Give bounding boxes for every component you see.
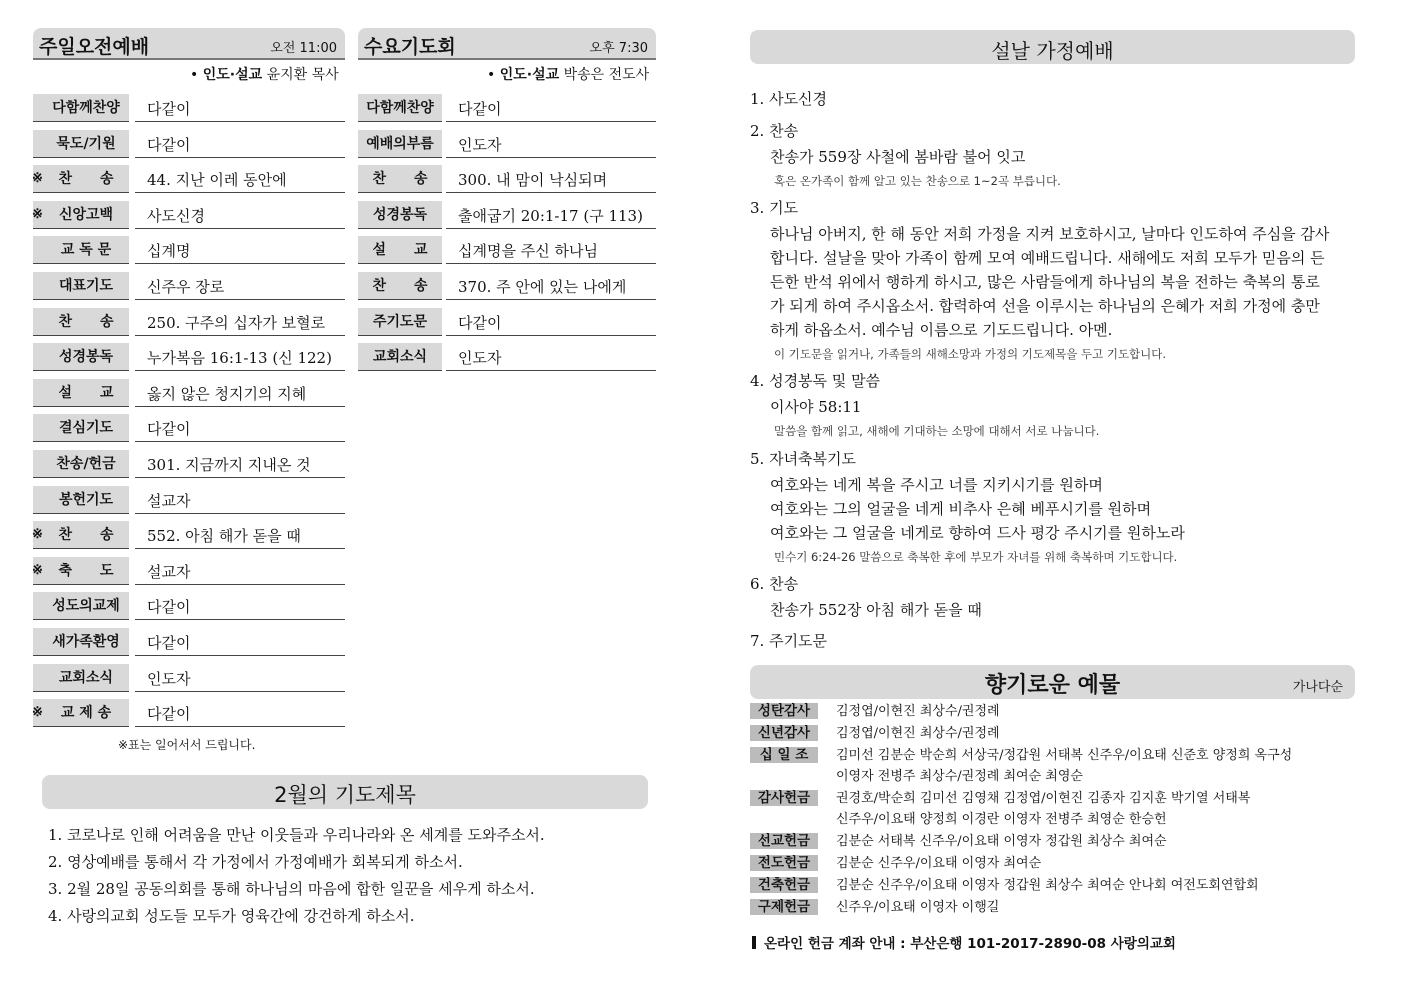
offering-category: 구제헌금 — [750, 899, 818, 915]
standing-mark: ※ — [32, 562, 43, 578]
sunday-order-row — [33, 557, 345, 585]
prayer-topic-item: 2. 영상예배를 통해서 각 가정에서 가정예배가 회복되게 하소서. — [48, 853, 463, 871]
offering-category: 건축헌금 — [750, 877, 818, 893]
offering-names — [836, 831, 1356, 852]
order-label: 교 제 송 — [33, 699, 129, 727]
standing-mark: ※ — [32, 527, 43, 543]
wednesday-leader-label: 인도·설교 — [499, 67, 560, 83]
order-value: 옳지 않은 청지기의 지혜 — [135, 379, 345, 407]
offering-category: 십 일 조 — [750, 747, 818, 763]
order-value: 다같이 — [446, 94, 656, 122]
wednesday-order-row — [358, 165, 656, 193]
offerings-title: 향기로운 예물 — [984, 673, 1121, 698]
wednesday-order-row — [358, 130, 656, 158]
offering-names-line: 신주우/이요태 양정희 이경란 이영자 전병주 최영순 한승헌 — [836, 812, 1167, 827]
order-value: 다같이 — [446, 308, 656, 336]
order-value: 44. 지난 이레 동안에 — [135, 165, 345, 193]
offering-category: 성탄감사 — [750, 703, 818, 719]
order-label: 축 도 — [33, 557, 129, 585]
prayer-topic-item: 4. 사랑의교회 성도들 모두가 영육간에 강건하게 하소서. — [48, 907, 415, 925]
step-guidance: 말씀을 함께 읽고, 새해에 기대하는 소망에 대해서 서로 나눕니다. — [774, 424, 1100, 438]
wednesday-order-row — [358, 94, 656, 122]
offerings-header — [750, 665, 1355, 699]
offering-row — [750, 897, 1350, 918]
standing-mark: ※ — [32, 705, 43, 721]
step-heading: 5. 자녀축복기도 — [750, 450, 857, 468]
order-label: 주기도문 — [358, 308, 442, 336]
family-worship-title: 설날 가정예배 — [991, 39, 1114, 63]
offering-row — [750, 745, 1350, 787]
sunday-order-row — [33, 486, 345, 514]
offering-names — [836, 745, 1356, 787]
offering-names-line: 신주우/이요태 이영자 이행길 — [836, 900, 1000, 915]
offering-category: 전도헌금 — [750, 855, 818, 871]
step-body-line: 이사야 58:11 — [770, 398, 862, 416]
offering-category: 감사헌금 — [750, 790, 818, 806]
offering-row — [750, 853, 1350, 874]
online-offering-text: 온라인 헌금 계좌 안내 : 부산은행 101-2017-2890-08 사랑의교회 — [764, 936, 1176, 952]
offering-names-line: 김분순 신주우/이요태 이영자 최여순 — [836, 856, 1042, 871]
order-value: 출애굽기 20:1-17 (구 113) — [446, 201, 656, 229]
order-value: 250. 구주의 십자가 보혈로 — [135, 308, 345, 336]
order-value: 다같이 — [135, 699, 345, 727]
offering-names — [836, 723, 1356, 744]
order-value: 설교자 — [135, 557, 345, 585]
order-value: 다같이 — [135, 130, 345, 158]
sunday-order-row — [33, 414, 345, 442]
order-value: 다같이 — [135, 628, 345, 656]
offering-row — [750, 875, 1350, 896]
family-worship-step — [750, 120, 1355, 189]
family-worship-header — [750, 30, 1355, 64]
offering-names — [836, 897, 1356, 918]
order-label: 신앙고백 — [33, 201, 129, 229]
order-value: 설교자 — [135, 486, 345, 514]
step-body-line: 여호와는 네게 복을 주시고 너를 지키시기를 원하며 — [770, 476, 1103, 494]
prayer-topics-title: 2월의 기도제목 — [274, 783, 416, 807]
order-value: 인도자 — [135, 664, 345, 692]
sunday-order-row — [33, 308, 345, 336]
order-value: 다같이 — [135, 94, 345, 122]
wednesday-title: 수요기도회 — [364, 36, 456, 58]
order-label: 찬 송 — [358, 272, 442, 300]
offering-names — [836, 853, 1356, 874]
offering-names-line: 김분순 신주우/이요태 이영자 정갑원 최상수 최여순 안나회 여전도회연합회 — [836, 878, 1259, 893]
step-body-line: 하나님 아버지, 한 해 동안 저희 가정을 지켜 보호하시고, 날마다 인도하여 주심을 감사 — [770, 225, 1330, 243]
offering-names — [836, 701, 1356, 722]
prayer-topic-item: 3. 2월 28일 공동의회를 통해 하나님의 마음에 합한 일꾼을 세우게 하소서. — [48, 880, 535, 898]
order-label: 설 교 — [33, 379, 129, 407]
sunday-order-row — [33, 236, 345, 264]
order-label: 교회소식 — [358, 343, 442, 371]
family-worship-step — [750, 630, 1355, 651]
sunday-header — [33, 28, 345, 60]
order-label: 찬 송 — [33, 165, 129, 193]
sunday-order-row — [33, 94, 345, 122]
offering-category: 선교헌금 — [750, 833, 818, 849]
order-label: 성경봉독 — [33, 343, 129, 371]
step-body-line: 찬송가 559장 사철에 봄바람 불어 잇고 — [770, 148, 1026, 166]
order-value: 십계명을 주신 하나님 — [446, 236, 656, 264]
sunday-order-row — [33, 201, 345, 229]
order-label: 대표기도 — [33, 272, 129, 300]
order-value: 인도자 — [446, 343, 656, 371]
order-label: 다함께찬양 — [358, 94, 442, 122]
step-guidance: 혹은 온가족이 함께 알고 있는 찬송으로 1~2곡 부릅니다. — [774, 174, 1061, 188]
offering-names — [836, 788, 1356, 830]
sunday-order-row — [33, 521, 345, 549]
step-heading: 6. 찬송 — [750, 575, 799, 593]
order-label: 찬 송 — [358, 165, 442, 193]
wednesday-leader: • 인도·설교 박송은 전도사 — [487, 67, 650, 83]
order-label: 찬 송 — [33, 521, 129, 549]
order-label: 찬 송 — [33, 308, 129, 336]
offering-category: 신년감사 — [750, 725, 818, 741]
wednesday-leader-name: 박송은 전도사 — [563, 67, 650, 83]
step-guidance: 이 기도문을 읽거나, 가족들의 새해소망과 가정의 기도제목을 두고 기도합니다. — [774, 347, 1167, 361]
order-label: 교회소식 — [33, 664, 129, 692]
order-label: 설 교 — [358, 236, 442, 264]
sunday-leader-name: 윤지환 목사 — [266, 67, 339, 83]
order-value: 인도자 — [446, 130, 656, 158]
sunday-order-row — [33, 664, 345, 692]
order-label: 새가족환영 — [33, 628, 129, 656]
order-value: 다같이 — [135, 592, 345, 620]
wednesday-order-row — [358, 343, 656, 371]
offering-names-line: 권경호/박순희 김미선 김영채 김정엽/이현진 김종자 김지훈 박기열 서태복 — [836, 791, 1251, 806]
offering-row — [750, 701, 1350, 722]
step-heading: 3. 기도 — [750, 199, 799, 217]
order-value: 누가복음 16:1-13 (신 122) — [135, 343, 345, 371]
sunday-order-row — [33, 343, 345, 371]
family-worship-step — [750, 573, 1355, 622]
sunday-leader-label: 인도·설교 — [202, 67, 263, 83]
step-body-line: 합니다. 설날을 맞아 가족이 함께 모여 예배드립니다. 새해에도 저희 모두가 믿음의 든 — [770, 249, 1325, 267]
order-value: 신주우 장로 — [135, 272, 345, 300]
bullet-block-icon — [752, 936, 756, 949]
offering-names-line: 김미선 김분순 박순희 서상국/정갑원 서태복 신주우/이요태 신준호 양정희 옥구성 — [836, 748, 1293, 763]
standing-mark: ※ — [32, 206, 43, 222]
online-offering-info — [752, 932, 1176, 952]
offering-names — [836, 875, 1356, 896]
family-worship-step — [750, 88, 1355, 109]
sunday-order-row — [33, 628, 345, 656]
step-body-line: 하게 하옵소서. 예수님 이름으로 기도드립니다. 아멘. — [770, 321, 1113, 339]
prayer-topics-list — [48, 822, 545, 930]
offering-names-line: 김정엽/이현진 최상수/권정례 — [836, 704, 1000, 719]
sunday-order-row — [33, 450, 345, 478]
wednesday-order-row — [358, 308, 656, 336]
standing-mark: ※ — [32, 171, 43, 187]
family-worship-step — [750, 448, 1355, 565]
offering-names-line: 김분순 서태복 신주우/이요태 이영자 정갑원 최상수 최여순 — [836, 834, 1167, 849]
prayer-topics-header — [42, 775, 648, 809]
wednesday-time: 오후 7:30 — [589, 41, 648, 56]
order-label: 교 독 문 — [33, 236, 129, 264]
order-label: 결심기도 — [33, 414, 129, 442]
sunday-order-row — [33, 272, 345, 300]
order-value: 사도신경 — [135, 201, 345, 229]
sunday-leader: • 인도·설교 윤지환 목사 — [190, 67, 339, 83]
order-label: 예배의부름 — [358, 130, 442, 158]
step-heading: 1. 사도신경 — [750, 90, 828, 108]
step-body-line: 가 되게 하여 주시옵소서. 합력하여 선을 이루시는 하나님의 은혜가 저희 가정에 충만 — [770, 297, 1320, 315]
order-value: 552. 아침 해가 돋을 때 — [135, 521, 345, 549]
prayer-topic-item: 1. 코로나로 인해 어려움을 만난 이웃들과 우리나라와 온 세계를 도와주소서. — [48, 826, 545, 844]
order-label: 다함께찬양 — [33, 94, 129, 122]
step-guidance: 민수기 6:24-26 말씀으로 축복한 후에 부모가 자녀를 위해 축복하며 기도합니다. — [774, 550, 1178, 564]
order-label: 성경봉독 — [358, 201, 442, 229]
order-value: 다같이 — [135, 414, 345, 442]
sunday-title: 주일오전예배 — [39, 36, 150, 58]
offering-row — [750, 788, 1350, 830]
family-worship-step — [750, 370, 1355, 439]
wednesday-header — [358, 28, 656, 60]
step-body-line: 여호와는 그의 얼굴을 네게 비추사 은혜 베푸시기를 원하며 — [770, 500, 1152, 518]
offering-row — [750, 831, 1350, 852]
order-value: 370. 주 안에 있는 나에게 — [446, 272, 656, 300]
step-heading: 4. 성경봉독 및 말씀 — [750, 372, 881, 390]
step-heading: 2. 찬송 — [750, 122, 799, 140]
order-label: 찬송/헌금 — [33, 450, 129, 478]
standing-note: ※표는 일어서서 드립니다. — [118, 738, 256, 752]
offerings-order-note: 가나다순 — [1292, 680, 1343, 695]
step-body-line: 여호와는 그 얼굴을 네게로 향하여 드사 평강 주시기를 원하노라 — [770, 524, 1185, 542]
sunday-order-row — [33, 130, 345, 158]
order-value: 십계명 — [135, 236, 345, 264]
order-label: 봉헌기도 — [33, 486, 129, 514]
step-body-line: 든한 반석 위에서 행하게 하시고, 많은 사람들에게 하나님의 복을 전하는 축복의 통로 — [770, 273, 1320, 291]
sunday-order-row — [33, 379, 345, 407]
wednesday-order-row — [358, 272, 656, 300]
sunday-order-row — [33, 592, 345, 620]
sunday-time: 오전 11:00 — [270, 41, 337, 56]
step-body-line: 찬송가 552장 아침 해가 돋을 때 — [770, 601, 982, 619]
sunday-order-row — [33, 165, 345, 193]
order-label: 성도의교제 — [33, 592, 129, 620]
order-value: 301. 지금까지 지내온 것 — [135, 450, 345, 478]
step-heading: 7. 주기도문 — [750, 632, 828, 650]
offering-row — [750, 723, 1350, 744]
sunday-order-row — [33, 699, 345, 727]
offering-names-line: 김정엽/이현진 최상수/권정례 — [836, 726, 1000, 741]
family-worship-step — [750, 197, 1355, 362]
order-label: 묵도/기원 — [33, 130, 129, 158]
order-value: 300. 내 맘이 낙심되며 — [446, 165, 656, 193]
wednesday-order-row — [358, 236, 656, 264]
offering-names-line: 이영자 전병주 최상수/권정례 최여순 최영순 — [836, 769, 1083, 784]
wednesday-order-row — [358, 201, 656, 229]
